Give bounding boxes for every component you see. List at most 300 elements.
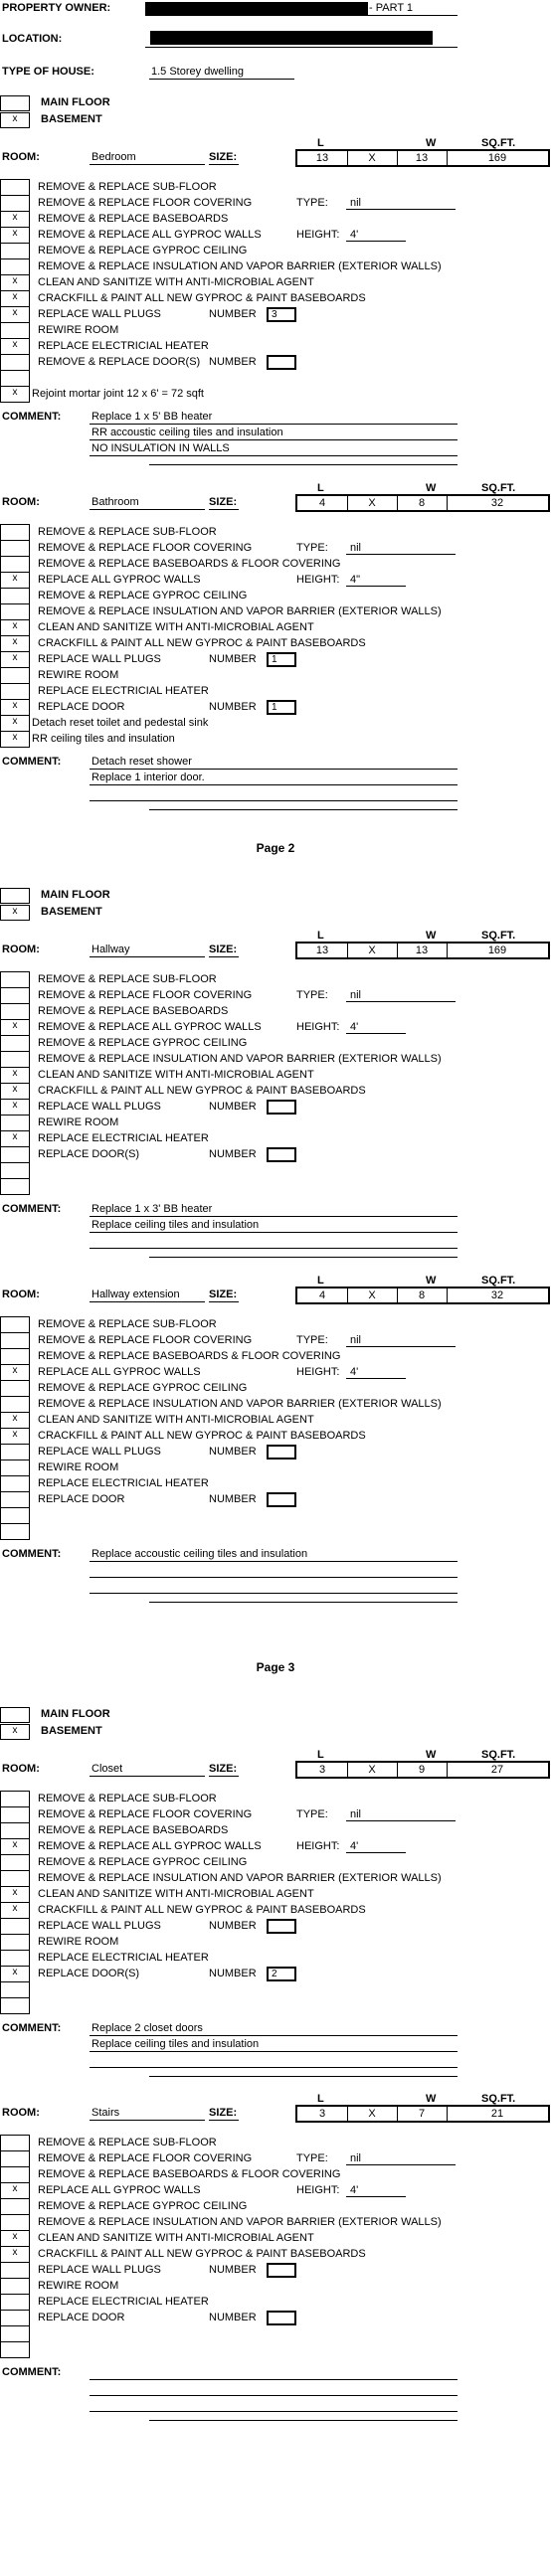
type-underline bbox=[346, 1346, 456, 1347]
item-checkbox[interactable]: x bbox=[0, 306, 30, 323]
item-checkbox[interactable] bbox=[0, 1332, 30, 1349]
size-divider bbox=[347, 1288, 348, 1302]
number-box[interactable] bbox=[267, 2311, 296, 2325]
item-checkbox[interactable] bbox=[0, 1460, 30, 1476]
item-checkbox[interactable]: x bbox=[0, 635, 30, 652]
item-checkbox[interactable] bbox=[0, 987, 30, 1004]
item-checkbox[interactable]: x bbox=[0, 572, 30, 589]
size-divider bbox=[397, 1763, 398, 1777]
sqft-header: SQ.FT. bbox=[481, 1749, 516, 1761]
height-underline bbox=[346, 2196, 406, 2197]
room-label: ROOM: bbox=[2, 944, 40, 955]
item-checkbox[interactable] bbox=[0, 1348, 30, 1365]
sqft-value: 169 bbox=[487, 152, 507, 164]
item-checkbox[interactable] bbox=[0, 1115, 30, 1131]
floor-checkbox[interactable]: x bbox=[0, 1724, 30, 1740]
type-underline bbox=[346, 1001, 456, 1002]
comment-underline bbox=[90, 439, 458, 440]
floor-option-label: MAIN FLOOR bbox=[41, 1708, 110, 1720]
size-label: SIZE: bbox=[209, 944, 238, 955]
number-box[interactable] bbox=[267, 1492, 296, 1507]
comment-underline bbox=[149, 2420, 458, 2421]
comment-label: COMMENT: bbox=[2, 1203, 62, 1215]
item-label: REMOVE & REPLACE BASEBOARDS & FLOOR COVERING bbox=[38, 2168, 341, 2180]
item-checkbox[interactable]: x bbox=[0, 1966, 30, 1982]
item-checkbox[interactable] bbox=[0, 667, 30, 684]
item-label: Rejoint mortar joint 12 x 6' = 72 sqft bbox=[32, 388, 204, 400]
size-label: SIZE: bbox=[209, 1763, 238, 1775]
type-value: nil bbox=[350, 197, 362, 209]
house-type-label: TYPE OF HOUSE: bbox=[2, 66, 94, 78]
room-name: Closet bbox=[92, 1763, 123, 1775]
item-checkbox[interactable] bbox=[0, 1791, 30, 1807]
item-checkbox[interactable] bbox=[0, 2150, 30, 2167]
item-label: REMOVE & REPLACE ALL GYPROC WALLS bbox=[38, 1021, 262, 1033]
times-sign: X bbox=[368, 497, 376, 509]
item-checkbox[interactable] bbox=[0, 2278, 30, 2295]
item-label: Detach reset toilet and pedestal sink bbox=[32, 717, 209, 729]
item-checkbox[interactable] bbox=[0, 683, 30, 700]
comment-underline bbox=[90, 424, 458, 425]
sqft-header: SQ.FT. bbox=[481, 930, 516, 942]
comment-underline bbox=[149, 809, 458, 810]
item-label: REMOVE & REPLACE ALL GYPROC WALLS bbox=[38, 1840, 262, 1852]
comment-underline bbox=[90, 2067, 458, 2068]
length-value: 3 bbox=[318, 1764, 326, 1776]
item-checkbox[interactable] bbox=[0, 556, 30, 573]
item-checkbox[interactable]: x bbox=[0, 715, 30, 732]
item-checkbox[interactable] bbox=[0, 1523, 30, 1540]
number-box[interactable] bbox=[267, 1147, 296, 1162]
item-label: REMOVE & REPLACE INSULATION AND VAPOR BARRIER (EXTERIOR WALLS) bbox=[38, 260, 442, 272]
item-checkbox[interactable]: x bbox=[0, 1838, 30, 1855]
item-checkbox[interactable] bbox=[0, 2341, 30, 2358]
floor-option-label: BASEMENT bbox=[41, 1725, 102, 1737]
length-value: 3 bbox=[318, 2108, 326, 2120]
item-checkbox[interactable]: x bbox=[0, 274, 30, 291]
item-checkbox[interactable] bbox=[0, 322, 30, 339]
comment-underline bbox=[149, 2076, 458, 2077]
comment-line: RR accoustic ceiling tiles and insulation bbox=[92, 427, 283, 438]
item-checkbox[interactable] bbox=[0, 1178, 30, 1195]
item-label: REPLACE WALL PLUGS bbox=[38, 1920, 161, 1932]
item-checkbox[interactable] bbox=[0, 971, 30, 988]
size-label: SIZE: bbox=[209, 151, 238, 163]
size-underline bbox=[209, 509, 239, 510]
comment-underline bbox=[90, 2051, 458, 2052]
item-label: REPLACE WALL PLUGS bbox=[38, 1446, 161, 1458]
item-checkbox[interactable] bbox=[0, 2214, 30, 2231]
item-label: REPLACE ELECTRICIAL HEATER bbox=[38, 1477, 209, 1489]
item-label: REPLACE WALL PLUGS bbox=[38, 2264, 161, 2276]
item-checkbox[interactable] bbox=[0, 179, 30, 196]
size-divider bbox=[347, 2107, 348, 2121]
length-value: 4 bbox=[318, 497, 326, 509]
item-checkbox[interactable] bbox=[0, 2198, 30, 2215]
item-checkbox[interactable]: x bbox=[0, 1067, 30, 1084]
width-header: W bbox=[426, 482, 437, 494]
item-checkbox[interactable] bbox=[0, 1444, 30, 1460]
size-divider bbox=[447, 496, 448, 510]
comment-underline bbox=[90, 1577, 458, 1578]
times-sign: X bbox=[368, 1764, 376, 1776]
item-checkbox[interactable] bbox=[0, 1380, 30, 1397]
room-name-underline bbox=[90, 1776, 205, 1777]
item-checkbox[interactable]: x bbox=[0, 2182, 30, 2199]
item-label: CRACKFILL & PAINT ALL NEW GYPROC & PAINT BASEBOARDS bbox=[38, 1430, 366, 1442]
floor-checkbox[interactable] bbox=[0, 1707, 30, 1723]
type-label: TYPE: bbox=[296, 542, 328, 554]
comment-line: Detach reset shower bbox=[92, 756, 192, 768]
item-checkbox[interactable] bbox=[0, 1997, 30, 2014]
item-checkbox[interactable] bbox=[0, 603, 30, 620]
number-box[interactable] bbox=[267, 355, 296, 370]
width-header: W bbox=[426, 1275, 437, 1287]
sqft-value: 169 bbox=[487, 945, 507, 956]
item-checkbox[interactable] bbox=[0, 2310, 30, 2326]
page-number: Page 2 bbox=[256, 841, 295, 855]
item-checkbox[interactable]: x bbox=[0, 227, 30, 244]
number-box[interactable]: 1 bbox=[267, 652, 296, 667]
number-box[interactable] bbox=[267, 1445, 296, 1460]
length-value: 13 bbox=[315, 945, 329, 956]
item-checkbox[interactable] bbox=[0, 1507, 30, 1524]
item-label: CLEAN AND SANITIZE WITH ANTI-MICROBIAL AGENT bbox=[38, 1414, 314, 1426]
type-label: TYPE: bbox=[296, 2152, 328, 2164]
item-label: REMOVE & REPLACE FLOOR COVERING bbox=[38, 542, 253, 554]
item-checkbox[interactable] bbox=[0, 2166, 30, 2183]
comment-label: COMMENT: bbox=[2, 1548, 62, 1560]
size-box bbox=[295, 494, 550, 512]
location-underline bbox=[145, 47, 458, 48]
height-label: HEIGHT: bbox=[296, 1366, 340, 1378]
room-name: Bathroom bbox=[92, 496, 139, 508]
item-checkbox[interactable]: x bbox=[0, 386, 30, 403]
room-name-underline bbox=[90, 509, 205, 510]
comment-underline bbox=[90, 769, 458, 770]
item-label: REMOVE & REPLACE GYPROC CEILING bbox=[38, 1856, 248, 1868]
item-checkbox[interactable] bbox=[0, 1003, 30, 1020]
comment-underline bbox=[90, 1593, 458, 1594]
owner-label: PROPERTY OWNER: bbox=[2, 2, 111, 14]
item-checkbox[interactable] bbox=[0, 1950, 30, 1967]
floor-option-label: MAIN FLOOR bbox=[41, 96, 110, 108]
comment-line: Replace ceiling tiles and insulation bbox=[92, 2038, 260, 2050]
item-checkbox[interactable] bbox=[0, 2325, 30, 2342]
item-label: REMOVE & REPLACE SUB-FLOOR bbox=[38, 1793, 217, 1804]
item-label: REMOVE & REPLACE FLOOR COVERING bbox=[38, 2152, 253, 2164]
item-label: CRACKFILL & PAINT ALL NEW GYPROC & PAINT BASEBOARDS bbox=[38, 2248, 366, 2260]
item-label: RR ceiling tiles and insulation bbox=[32, 733, 175, 745]
room-name: Stairs bbox=[92, 2107, 120, 2119]
item-label: REPLACE ELECTRICIAL HEATER bbox=[38, 340, 209, 352]
item-checkbox[interactable]: x bbox=[0, 1412, 30, 1429]
item-label: REMOVE & REPLACE SUB-FLOOR bbox=[38, 181, 217, 193]
item-checkbox[interactable]: x bbox=[0, 290, 30, 307]
height-value: 4' bbox=[350, 1366, 359, 1378]
times-sign: X bbox=[368, 945, 376, 956]
size-underline bbox=[209, 956, 239, 957]
item-checkbox[interactable] bbox=[0, 1806, 30, 1823]
item-label: REPLACE WALL PLUGS bbox=[38, 308, 161, 320]
item-checkbox[interactable] bbox=[0, 2262, 30, 2279]
item-label: REMOVE & REPLACE BASEBOARDS & FLOOR COVERING bbox=[38, 558, 341, 570]
item-checkbox[interactable] bbox=[0, 540, 30, 557]
room-name: Hallway extension bbox=[92, 1288, 180, 1300]
height-value: 4" bbox=[350, 574, 361, 586]
floor-option-label: BASEMENT bbox=[41, 113, 102, 125]
size-box bbox=[295, 2105, 550, 2123]
item-label: REMOVE & REPLACE BASEBOARDS bbox=[38, 1824, 229, 1836]
item-label: CLEAN AND SANITIZE WITH ANTI-MICROBIAL AGENT bbox=[38, 1069, 314, 1081]
item-checkbox[interactable]: x bbox=[0, 1902, 30, 1919]
comment-label: COMMENT: bbox=[2, 2366, 62, 2378]
height-label: HEIGHT: bbox=[296, 2184, 340, 2196]
item-label: REMOVE & REPLACE INSULATION AND VAPOR BARRIER (EXTERIOR WALLS) bbox=[38, 1872, 442, 1884]
height-label: HEIGHT: bbox=[296, 1840, 340, 1852]
room-label: ROOM: bbox=[2, 2107, 40, 2119]
owner-suffix: - PART 1 bbox=[369, 2, 414, 14]
height-label: HEIGHT: bbox=[296, 229, 340, 241]
floor-checkbox[interactable]: x bbox=[0, 112, 30, 128]
item-checkbox[interactable] bbox=[0, 1146, 30, 1163]
number-box[interactable] bbox=[267, 1919, 296, 1934]
height-underline bbox=[346, 586, 406, 587]
item-checkbox[interactable] bbox=[0, 258, 30, 275]
item-label: REMOVE & REPLACE BASEBOARDS bbox=[38, 1005, 229, 1017]
comment-label: COMMENT: bbox=[2, 756, 62, 768]
size-label: SIZE: bbox=[209, 2107, 238, 2119]
item-checkbox[interactable]: x bbox=[0, 1130, 30, 1147]
house-type-value: 1.5 Storey dwelling bbox=[151, 66, 244, 78]
comment-label: COMMENT: bbox=[2, 411, 62, 423]
item-checkbox[interactable]: x bbox=[0, 1364, 30, 1381]
item-checkbox[interactable] bbox=[0, 1491, 30, 1508]
item-label: REMOVE & REPLACE GYPROC CEILING bbox=[38, 1382, 248, 1394]
item-checkbox[interactable] bbox=[0, 588, 30, 604]
room-name: Bedroom bbox=[92, 151, 136, 163]
size-divider bbox=[397, 944, 398, 957]
item-label: REPLACE DOOR bbox=[38, 1493, 125, 1505]
width-value: 13 bbox=[415, 945, 429, 956]
size-box bbox=[295, 1761, 550, 1779]
item-label: REMOVE & REPLACE GYPROC CEILING bbox=[38, 2200, 248, 2212]
number-box[interactable] bbox=[267, 2263, 296, 2278]
item-checkbox[interactable]: x bbox=[0, 1428, 30, 1445]
number-box[interactable]: 1 bbox=[267, 700, 296, 715]
comment-underline bbox=[149, 1257, 458, 1258]
size-divider bbox=[397, 496, 398, 510]
sqft-header: SQ.FT. bbox=[481, 137, 516, 149]
item-label: REWIRE ROOM bbox=[38, 1461, 119, 1473]
type-value: nil bbox=[350, 542, 362, 554]
item-label: REMOVE & REPLACE FLOOR COVERING bbox=[38, 1334, 253, 1346]
width-header: W bbox=[426, 137, 437, 149]
item-label: REMOVE & REPLACE FLOOR COVERING bbox=[38, 197, 253, 209]
item-checkbox[interactable]: x bbox=[0, 1099, 30, 1116]
room-name: Hallway bbox=[92, 944, 130, 955]
item-label: REWIRE ROOM bbox=[38, 669, 119, 681]
item-checkbox[interactable] bbox=[0, 1934, 30, 1951]
item-label: REPLACE DOOR(S) bbox=[38, 1148, 140, 1160]
item-label: CRACKFILL & PAINT ALL NEW GYPROC & PAINT BASEBOARDS bbox=[38, 292, 366, 304]
type-value: nil bbox=[350, 1808, 362, 1820]
type-value: nil bbox=[350, 1334, 362, 1346]
item-checkbox[interactable] bbox=[0, 1822, 30, 1839]
times-sign: X bbox=[368, 2108, 376, 2120]
item-label: REPLACE ELECTRICIAL HEATER bbox=[38, 685, 209, 697]
width-value: 7 bbox=[418, 2108, 426, 2120]
number-label: NUMBER bbox=[209, 701, 257, 713]
item-label: REMOVE & REPLACE FLOOR COVERING bbox=[38, 1808, 253, 1820]
number-box[interactable]: 3 bbox=[267, 307, 296, 322]
item-checkbox[interactable]: x bbox=[0, 731, 30, 748]
item-checkbox[interactable] bbox=[0, 1316, 30, 1333]
height-underline bbox=[346, 241, 406, 242]
item-checkbox[interactable] bbox=[0, 1870, 30, 1887]
type-underline bbox=[346, 2164, 456, 2165]
item-label: REMOVE & REPLACE FLOOR COVERING bbox=[38, 989, 253, 1001]
floor-checkbox[interactable]: x bbox=[0, 905, 30, 921]
item-checkbox[interactable]: x bbox=[0, 1083, 30, 1100]
item-checkbox[interactable]: x bbox=[0, 211, 30, 228]
width-header: W bbox=[426, 1749, 437, 1761]
item-checkbox[interactable] bbox=[0, 524, 30, 541]
item-checkbox[interactable] bbox=[0, 1396, 30, 1413]
item-checkbox[interactable]: x bbox=[0, 651, 30, 668]
item-label: REMOVE & REPLACE BASEBOARDS & FLOOR COVERING bbox=[38, 1350, 341, 1362]
item-label: CRACKFILL & PAINT ALL NEW GYPROC & PAINT BASEBOARDS bbox=[38, 1904, 366, 1916]
number-label: NUMBER bbox=[209, 356, 257, 368]
type-label: TYPE: bbox=[296, 1334, 328, 1346]
item-checkbox[interactable] bbox=[0, 243, 30, 259]
item-label: REMOVE & REPLACE BASEBOARDS bbox=[38, 213, 229, 225]
length-header: L bbox=[317, 1749, 324, 1761]
size-divider bbox=[347, 944, 348, 957]
item-label: REMOVE & REPLACE SUB-FLOOR bbox=[38, 973, 217, 985]
location-redaction bbox=[150, 31, 433, 45]
item-label: REPLACE ALL GYPROC WALLS bbox=[38, 2184, 201, 2196]
item-label: REPLACE ELECTRICIAL HEATER bbox=[38, 1132, 209, 1144]
comment-line: Replace 1 x 5' BB heater bbox=[92, 411, 213, 423]
height-underline bbox=[346, 1033, 406, 1034]
number-label: NUMBER bbox=[209, 308, 257, 320]
times-sign: X bbox=[368, 152, 376, 164]
item-checkbox[interactable] bbox=[0, 354, 30, 371]
width-header: W bbox=[426, 930, 437, 942]
item-label: REPLACE DOOR bbox=[38, 701, 125, 713]
item-label: CLEAN AND SANITIZE WITH ANTI-MICROBIAL AGENT bbox=[38, 2232, 314, 2244]
height-value: 4' bbox=[350, 229, 359, 241]
comment-underline bbox=[90, 1216, 458, 1217]
comment-underline bbox=[149, 1602, 458, 1603]
item-label: REPLACE WALL PLUGS bbox=[38, 653, 161, 665]
number-box[interactable]: 2 bbox=[267, 1967, 296, 1981]
item-label: REWIRE ROOM bbox=[38, 1116, 119, 1128]
length-header: L bbox=[317, 2093, 324, 2105]
item-checkbox[interactable] bbox=[0, 2294, 30, 2311]
house-type-underline bbox=[149, 79, 294, 80]
item-checkbox[interactable]: x bbox=[0, 2230, 30, 2247]
item-checkbox[interactable]: x bbox=[0, 338, 30, 355]
item-checkbox[interactable] bbox=[0, 1981, 30, 1998]
room-name-underline bbox=[90, 1301, 205, 1302]
item-checkbox[interactable] bbox=[0, 1162, 30, 1179]
size-box bbox=[295, 149, 550, 167]
item-checkbox[interactable]: x bbox=[0, 699, 30, 716]
item-checkbox[interactable]: x bbox=[0, 619, 30, 636]
size-divider bbox=[447, 1288, 448, 1302]
floor-checkbox[interactable] bbox=[0, 95, 30, 111]
length-header: L bbox=[317, 482, 324, 494]
item-label: REPLACE ELECTRICIAL HEATER bbox=[38, 2296, 209, 2308]
item-label: REMOVE & REPLACE SUB-FLOOR bbox=[38, 2137, 217, 2148]
item-checkbox[interactable] bbox=[0, 1918, 30, 1935]
floor-checkbox[interactable] bbox=[0, 888, 30, 904]
comment-line: Replace 2 closet doors bbox=[92, 2022, 203, 2034]
number-label: NUMBER bbox=[209, 1968, 257, 1979]
item-checkbox[interactable] bbox=[0, 1051, 30, 1068]
type-label: TYPE: bbox=[296, 1808, 328, 1820]
length-value: 13 bbox=[315, 152, 329, 164]
comment-line: Replace 1 x 3' BB heater bbox=[92, 1203, 213, 1215]
height-label: HEIGHT: bbox=[296, 574, 340, 586]
size-divider bbox=[347, 1763, 348, 1777]
size-divider bbox=[397, 151, 398, 165]
item-label: CLEAN AND SANITIZE WITH ANTI-MICROBIAL AGENT bbox=[38, 1888, 314, 1900]
size-label: SIZE: bbox=[209, 1288, 238, 1300]
room-label: ROOM: bbox=[2, 496, 40, 508]
type-label: TYPE: bbox=[296, 197, 328, 209]
item-checkbox[interactable] bbox=[0, 2135, 30, 2151]
comment-line: Replace ceiling tiles and insulation bbox=[92, 1219, 260, 1231]
size-underline bbox=[209, 164, 239, 165]
size-underline bbox=[209, 1776, 239, 1777]
item-checkbox[interactable] bbox=[0, 195, 30, 212]
height-underline bbox=[346, 1378, 406, 1379]
sqft-header: SQ.FT. bbox=[481, 482, 516, 494]
item-label: REMOVE & REPLACE ALL GYPROC WALLS bbox=[38, 229, 262, 241]
item-checkbox[interactable]: x bbox=[0, 2246, 30, 2263]
item-label: REWIRE ROOM bbox=[38, 2280, 119, 2292]
item-label: REMOVE & REPLACE INSULATION AND VAPOR BARRIER (EXTERIOR WALLS) bbox=[38, 1398, 442, 1410]
length-header: L bbox=[317, 930, 324, 942]
item-checkbox[interactable]: x bbox=[0, 1019, 30, 1036]
item-label: REPLACE DOOR bbox=[38, 2312, 125, 2323]
comment-underline bbox=[90, 2411, 458, 2412]
type-label: TYPE: bbox=[296, 989, 328, 1001]
size-divider bbox=[397, 1288, 398, 1302]
sqft-value: 32 bbox=[490, 497, 504, 509]
size-divider bbox=[447, 2107, 448, 2121]
item-label: CRACKFILL & PAINT ALL NEW GYPROC & PAINT BASEBOARDS bbox=[38, 637, 366, 649]
item-checkbox[interactable] bbox=[0, 1035, 30, 1052]
room-label: ROOM: bbox=[2, 1288, 40, 1300]
item-checkbox[interactable] bbox=[0, 1475, 30, 1492]
room-label: ROOM: bbox=[2, 151, 40, 163]
number-box[interactable] bbox=[267, 1100, 296, 1115]
width-value: 8 bbox=[418, 1289, 426, 1301]
size-divider bbox=[397, 2107, 398, 2121]
item-checkbox[interactable]: x bbox=[0, 1886, 30, 1903]
comment-underline bbox=[90, 455, 458, 456]
item-label: REMOVE & REPLACE GYPROC CEILING bbox=[38, 1037, 248, 1049]
item-checkbox[interactable] bbox=[0, 370, 30, 387]
sqft-value: 27 bbox=[490, 1764, 504, 1776]
owner-redaction bbox=[145, 2, 368, 15]
size-divider bbox=[447, 1763, 448, 1777]
item-checkbox[interactable] bbox=[0, 1854, 30, 1871]
